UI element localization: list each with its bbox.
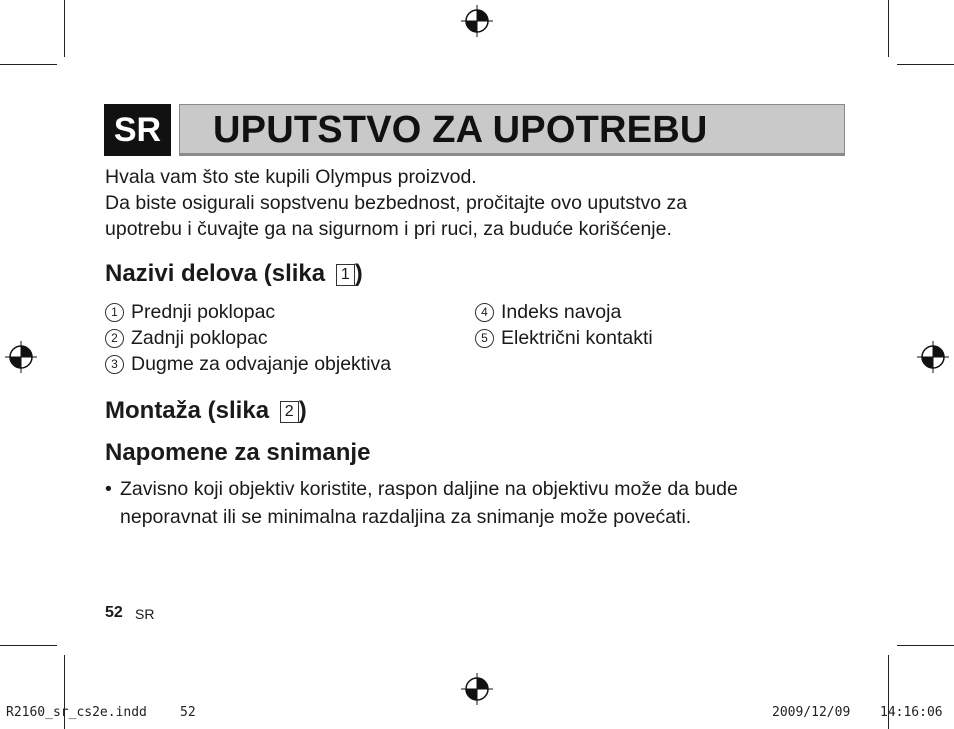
list-item: [105, 299, 275, 325]
figure-number-box: 1: [336, 264, 355, 286]
item-number: 5: [475, 329, 494, 348]
heading-close: ): [298, 397, 307, 424]
page-number: 52: [105, 604, 123, 621]
page-title: UPUTSTVO ZA UPOTREBU: [213, 109, 708, 151]
bullet-symbol: •: [105, 478, 112, 500]
crop-mark: [897, 645, 954, 646]
item-label: Indeks navoja: [501, 301, 622, 323]
slug-time: 14:16:06: [880, 705, 943, 720]
list-item: [105, 351, 391, 377]
list-item: [475, 299, 621, 325]
intro-line: upotrebu i čuvajte ga na sigurnom i pri ruci, za buduće korišćenje.: [105, 218, 672, 240]
section-heading-mount: [105, 397, 307, 425]
section-heading-notes: Napomene za snimanje: [105, 439, 371, 466]
intro-line: Da biste osigurali sopstvenu bezbednost, pročitajte ovo uputstvo za: [105, 192, 688, 214]
registration-mark-icon: [4, 340, 38, 374]
item-number: 1: [105, 303, 124, 322]
item-label: Električni kontakti: [501, 327, 653, 349]
crop-mark: [897, 64, 954, 65]
registration-mark-icon: [916, 340, 950, 374]
bullet-text: Zavisno koji objektiv koristite, raspon daljine na objektivu može da bude neporavnat ili se minimalna razdaljina za snimanje može povećati.: [120, 478, 738, 528]
heading-text: Montaža (slika: [105, 397, 276, 424]
title-bar: [179, 104, 845, 156]
heading-close: ): [354, 260, 363, 287]
slug-page: 52: [180, 705, 196, 720]
slug-date: 2009/12/09: [772, 705, 851, 720]
heading-text: Nazivi delova (slika: [105, 260, 332, 287]
intro-line: Hvala vam što ste kupili Olympus proizvod.: [105, 166, 477, 188]
list-item: [475, 325, 653, 351]
language-badge: SR: [104, 104, 171, 156]
item-label: Zadnji poklopac: [131, 327, 268, 349]
crop-mark: [0, 64, 57, 65]
item-number: 3: [105, 355, 124, 374]
crop-mark: [888, 0, 889, 57]
slug-file: R2160_sr_cs2e.indd: [6, 705, 147, 720]
item-number: 4: [475, 303, 494, 322]
registration-mark-icon: [460, 4, 494, 38]
registration-mark-icon: [460, 672, 494, 706]
crop-mark: [64, 0, 65, 57]
crop-mark: [0, 645, 57, 646]
item-number: 2: [105, 329, 124, 348]
footer-language: SR: [135, 606, 155, 622]
figure-number-box: 2: [280, 401, 299, 423]
item-label: Prednji poklopac: [131, 301, 276, 323]
item-label: Dugme za odvajanje objektiva: [131, 353, 392, 375]
list-item: [105, 325, 268, 351]
section-heading-parts: [105, 260, 363, 288]
